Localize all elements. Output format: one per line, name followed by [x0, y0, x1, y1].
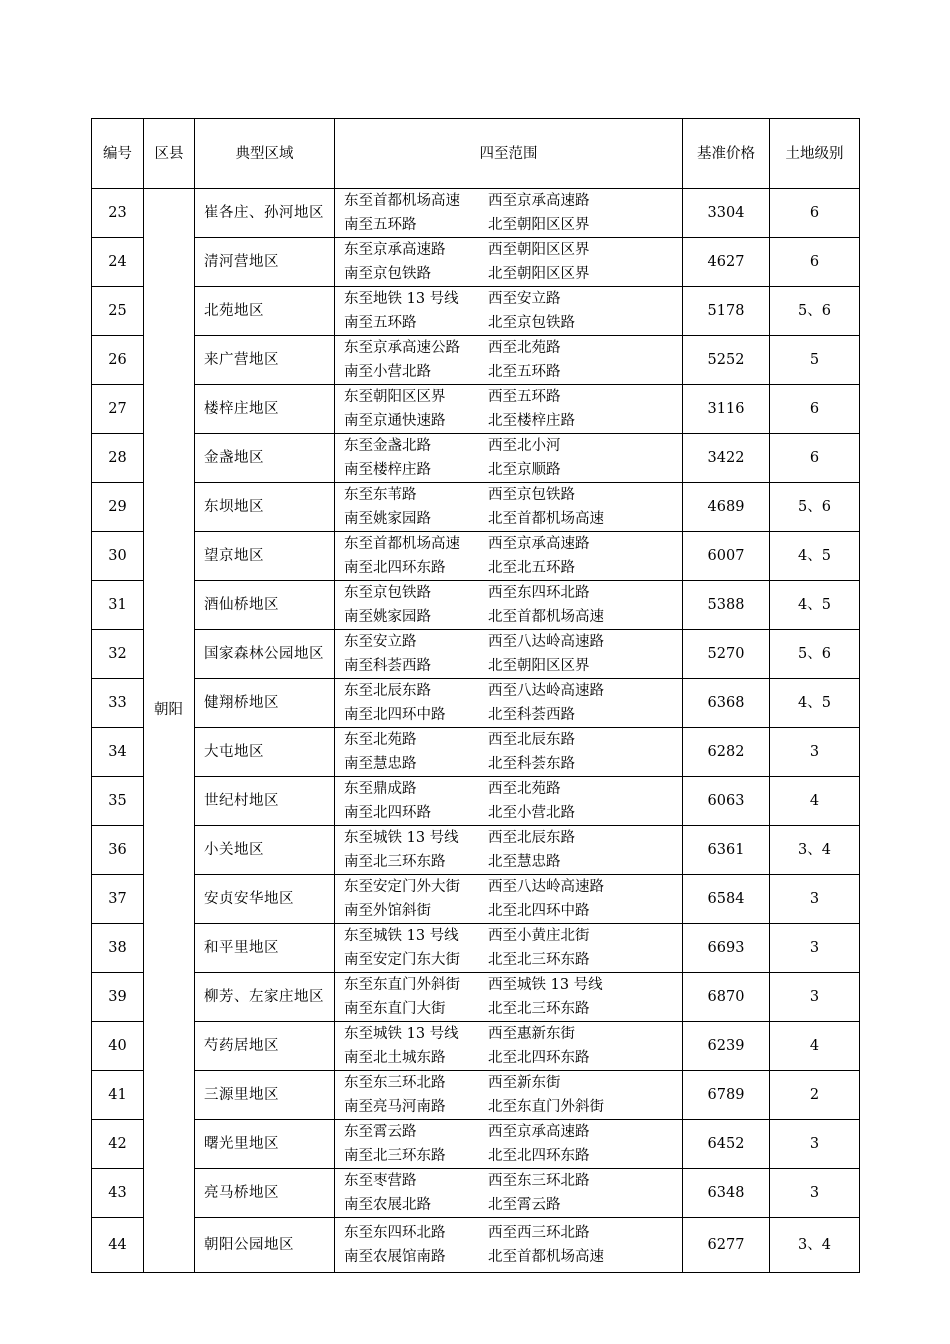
- range-line-east-west: [344, 777, 682, 801]
- range-line-east-west: [344, 287, 682, 311]
- east-boundary: 东至东苇路: [344, 487, 417, 503]
- row-number: 44: [92, 1218, 144, 1273]
- north-boundary: 北至慧忠路: [488, 854, 561, 870]
- row-number: 28: [92, 434, 144, 483]
- south-boundary: 南至北土城东路: [344, 1050, 446, 1066]
- base-price: 6007: [683, 532, 770, 581]
- base-price: 6693: [683, 924, 770, 973]
- south-boundary: 南至科荟西路: [344, 658, 431, 674]
- range-line-south-north: [344, 801, 682, 825]
- range-line-east-west: [344, 483, 682, 507]
- north-boundary: 北至科荟东路: [488, 756, 575, 772]
- area-name: 大屯地区: [195, 728, 335, 777]
- north-boundary: 北至京顺路: [488, 462, 561, 478]
- boundary-range: [335, 238, 683, 287]
- range-line-south-north: [344, 948, 682, 972]
- range-line-south-north: [344, 703, 682, 727]
- south-boundary: 南至北三环东路: [344, 1148, 446, 1164]
- land-grade: 3: [770, 973, 860, 1022]
- row-number: 29: [92, 483, 144, 532]
- south-boundary: 南至农展北路: [344, 1197, 431, 1213]
- range-line-east-west: [344, 532, 682, 556]
- west-boundary: 西至东三环北路: [488, 1173, 590, 1189]
- east-boundary: 东至京承高速公路: [344, 340, 460, 356]
- table-row: [92, 1120, 860, 1169]
- west-boundary: 西至北辰东路: [488, 732, 575, 748]
- header-grade: 土地级别: [770, 119, 860, 189]
- land-grade: 3、4: [770, 826, 860, 875]
- range-line-east-west: [344, 679, 682, 703]
- north-boundary: 北至朝阳区区界: [488, 658, 590, 674]
- land-grade: 4: [770, 1022, 860, 1071]
- area-name: 来广营地区: [195, 336, 335, 385]
- boundary-range: [335, 483, 683, 532]
- south-boundary: 南至京包铁路: [344, 266, 431, 282]
- boundary-range: [335, 434, 683, 483]
- table-row: [92, 532, 860, 581]
- header-price: 基准价格: [683, 119, 770, 189]
- range-line-south-north: [344, 360, 682, 384]
- range-line-east-west: [344, 238, 682, 262]
- east-boundary: 东至鼎成路: [344, 781, 417, 797]
- table-row: [92, 1169, 860, 1218]
- south-boundary: 南至东直门大街: [344, 1001, 446, 1017]
- range-line-south-north: [344, 605, 682, 629]
- south-boundary: 南至姚家园路: [344, 609, 431, 625]
- area-name: 健翔桥地区: [195, 679, 335, 728]
- land-grade: 4: [770, 777, 860, 826]
- land-grade: 4、5: [770, 532, 860, 581]
- east-boundary: 东至枣营路: [344, 1173, 417, 1189]
- range-line-east-west: [344, 875, 682, 899]
- area-name: 三源里地区: [195, 1071, 335, 1120]
- row-number: 26: [92, 336, 144, 385]
- range-line-east-west: [344, 385, 682, 409]
- west-boundary: 西至小黄庄北街: [488, 928, 590, 944]
- base-price: 4627: [683, 238, 770, 287]
- header-num: 编号: [92, 119, 144, 189]
- south-boundary: 南至外馆斜街: [344, 903, 431, 919]
- east-boundary: 东至北苑路: [344, 732, 417, 748]
- land-grade: 4、5: [770, 581, 860, 630]
- area-name: 曙光里地区: [195, 1120, 335, 1169]
- west-boundary: 西至东四环北路: [488, 585, 590, 601]
- west-boundary: 西至京承高速路: [488, 193, 590, 209]
- base-price: 6870: [683, 973, 770, 1022]
- base-price: 6348: [683, 1169, 770, 1218]
- east-boundary: 东至霄云路: [344, 1124, 417, 1140]
- range-line-south-north: [344, 899, 682, 923]
- north-boundary: 北至朝阳区区界: [488, 217, 590, 233]
- range-line-south-north: [344, 556, 682, 580]
- west-boundary: 西至安立路: [488, 291, 561, 307]
- west-boundary: 西至北小河: [488, 438, 561, 454]
- table-row: [92, 826, 860, 875]
- range-line-south-north: [344, 1193, 682, 1217]
- range-line-east-west: [344, 1169, 682, 1193]
- range-line-south-north: [344, 997, 682, 1021]
- range-line-south-north: [344, 1144, 682, 1168]
- range-line-south-north: [344, 409, 682, 433]
- table-row: [92, 336, 860, 385]
- row-number: 25: [92, 287, 144, 336]
- base-price: 6789: [683, 1071, 770, 1120]
- north-boundary: 北至北五环路: [488, 560, 575, 576]
- north-boundary: 北至北四环东路: [488, 1050, 590, 1066]
- row-number: 32: [92, 630, 144, 679]
- area-name: 望京地区: [195, 532, 335, 581]
- west-boundary: 西至京承高速路: [488, 536, 590, 552]
- land-grade: 6: [770, 434, 860, 483]
- north-boundary: 北至五环路: [488, 364, 561, 380]
- west-boundary: 西至八达岭高速路: [488, 634, 604, 650]
- district-name: 朝阳: [154, 702, 183, 718]
- north-boundary: 北至北三环东路: [488, 952, 590, 968]
- row-number: 42: [92, 1120, 144, 1169]
- south-boundary: 南至北四环中路: [344, 707, 446, 723]
- east-boundary: 东至朝阳区区界: [344, 389, 446, 405]
- south-boundary: 南至小营北路: [344, 364, 431, 380]
- range-line-south-north: [344, 311, 682, 335]
- west-boundary: 西至京承高速路: [488, 1124, 590, 1140]
- south-boundary: 南至京通快速路: [344, 413, 446, 429]
- west-boundary: 西至北苑路: [488, 781, 561, 797]
- east-boundary: 东至城铁 13 号线: [344, 1026, 459, 1042]
- land-grade: 5、6: [770, 287, 860, 336]
- south-boundary: 南至五环路: [344, 217, 417, 233]
- range-line-south-north: [344, 752, 682, 776]
- west-boundary: 西至城铁 13 号线: [488, 977, 603, 993]
- area-name: 金盏地区: [195, 434, 335, 483]
- base-price: 5388: [683, 581, 770, 630]
- south-boundary: 南至北四环路: [344, 805, 431, 821]
- west-boundary: 西至惠新东街: [488, 1026, 575, 1042]
- boundary-range: [335, 1022, 683, 1071]
- east-boundary: 东至地铁 13 号线: [344, 291, 459, 307]
- range-line-east-west: [344, 434, 682, 458]
- base-price: 6063: [683, 777, 770, 826]
- row-number: 39: [92, 973, 144, 1022]
- row-number: 35: [92, 777, 144, 826]
- north-boundary: 北至北四环中路: [488, 903, 590, 919]
- base-price: 6277: [683, 1218, 770, 1273]
- north-boundary: 北至东直门外斜街: [488, 1099, 604, 1115]
- area-name: 北苑地区: [195, 287, 335, 336]
- boundary-range: [335, 1120, 683, 1169]
- boundary-range: [335, 189, 683, 238]
- row-number: 40: [92, 1022, 144, 1071]
- range-line-east-west: [344, 630, 682, 654]
- boundary-range: [335, 630, 683, 679]
- range-line-south-north: [344, 1046, 682, 1070]
- south-boundary: 南至五环路: [344, 315, 417, 331]
- boundary-range: [335, 826, 683, 875]
- boundary-range: [335, 1218, 683, 1273]
- base-price: 6452: [683, 1120, 770, 1169]
- south-boundary: 南至北四环东路: [344, 560, 446, 576]
- range-line-east-west: [344, 728, 682, 752]
- south-boundary: 南至楼梓庄路: [344, 462, 431, 478]
- north-boundary: 北至京包铁路: [488, 315, 575, 331]
- south-boundary: 南至北三环东路: [344, 854, 446, 870]
- south-boundary: 南至亮马河南路: [344, 1099, 446, 1115]
- east-boundary: 东至首都机场高速: [344, 536, 460, 552]
- north-boundary: 北至科荟西路: [488, 707, 575, 723]
- boundary-range: [335, 336, 683, 385]
- area-name: 柳芳、左家庄地区: [195, 973, 335, 1022]
- north-boundary: 北至霄云路: [488, 1197, 561, 1213]
- area-name: 楼梓庄地区: [195, 385, 335, 434]
- north-boundary: 北至小营北路: [488, 805, 575, 821]
- range-line-south-north: [344, 458, 682, 482]
- boundary-range: [335, 1169, 683, 1218]
- base-price: 6239: [683, 1022, 770, 1071]
- base-price: 3116: [683, 385, 770, 434]
- range-line-south-north: [344, 1245, 682, 1269]
- area-name: 和平里地区: [195, 924, 335, 973]
- south-boundary: 南至慧忠路: [344, 756, 417, 772]
- land-grade: 5: [770, 336, 860, 385]
- area-name: 世纪村地区: [195, 777, 335, 826]
- table-row: [92, 924, 860, 973]
- boundary-range: [335, 875, 683, 924]
- land-grade: 3: [770, 875, 860, 924]
- range-line-east-west: [344, 1120, 682, 1144]
- east-boundary: 东至安定门外大街: [344, 879, 460, 895]
- table-row: [92, 973, 860, 1022]
- range-line-south-north: [344, 1095, 682, 1119]
- north-boundary: 北至首都机场高速: [488, 511, 604, 527]
- area-name: 芍药居地区: [195, 1022, 335, 1071]
- header-district: 区县: [144, 119, 195, 189]
- row-number: 37: [92, 875, 144, 924]
- area-name: 朝阳公园地区: [195, 1218, 335, 1273]
- east-boundary: 东至安立路: [344, 634, 417, 650]
- base-price: 6361: [683, 826, 770, 875]
- west-boundary: 西至北苑路: [488, 340, 561, 356]
- range-line-south-north: [344, 507, 682, 531]
- range-line-east-west: [344, 1221, 682, 1245]
- range-line-east-west: [344, 1071, 682, 1095]
- land-grade: 2: [770, 1071, 860, 1120]
- land-grade: 5、6: [770, 630, 860, 679]
- row-number: 43: [92, 1169, 144, 1218]
- land-grade: 6: [770, 189, 860, 238]
- header-row: [92, 119, 860, 189]
- row-number: 33: [92, 679, 144, 728]
- east-boundary: 东至城铁 13 号线: [344, 928, 459, 944]
- boundary-range: [335, 581, 683, 630]
- boundary-range: [335, 1071, 683, 1120]
- west-boundary: 西至八达岭高速路: [488, 879, 604, 895]
- table-row: [92, 581, 860, 630]
- base-price: 6584: [683, 875, 770, 924]
- west-boundary: 西至朝阳区区界: [488, 242, 590, 258]
- table-row: [92, 238, 860, 287]
- boundary-range: [335, 287, 683, 336]
- north-boundary: 北至朝阳区区界: [488, 266, 590, 282]
- east-boundary: 东至首都机场高速: [344, 193, 460, 209]
- boundary-range: [335, 679, 683, 728]
- west-boundary: 西至五环路: [488, 389, 561, 405]
- range-line-east-west: [344, 336, 682, 360]
- area-name: 东坝地区: [195, 483, 335, 532]
- east-boundary: 东至城铁 13 号线: [344, 830, 459, 846]
- land-grade: 3: [770, 1169, 860, 1218]
- east-boundary: 东至东直门外斜街: [344, 977, 460, 993]
- row-number: 34: [92, 728, 144, 777]
- area-name: 国家森林公园地区: [195, 630, 335, 679]
- land-grade: 3: [770, 1120, 860, 1169]
- area-name: 小关地区: [195, 826, 335, 875]
- table-row: [92, 728, 860, 777]
- table-row: [92, 1022, 860, 1071]
- table-row: [92, 630, 860, 679]
- north-boundary: 北至北四环东路: [488, 1148, 590, 1164]
- area-name: 亮马桥地区: [195, 1169, 335, 1218]
- table-row: [92, 189, 860, 238]
- table-row: [92, 1071, 860, 1120]
- east-boundary: 东至东四环北路: [344, 1225, 446, 1241]
- row-number: 24: [92, 238, 144, 287]
- base-price: 3422: [683, 434, 770, 483]
- range-line-south-north: [344, 262, 682, 286]
- north-boundary: 北至北三环东路: [488, 1001, 590, 1017]
- range-line-east-west: [344, 973, 682, 997]
- east-boundary: 东至东三环北路: [344, 1075, 446, 1091]
- range-line-east-west: [344, 189, 682, 213]
- base-price: 6368: [683, 679, 770, 728]
- land-price-table: [91, 118, 860, 1273]
- boundary-range: [335, 532, 683, 581]
- range-line-south-north: [344, 654, 682, 678]
- range-line-south-north: [344, 213, 682, 237]
- boundary-range: [335, 973, 683, 1022]
- west-boundary: 西至北辰东路: [488, 830, 575, 846]
- row-number: 38: [92, 924, 144, 973]
- area-name: 崔各庄、孙河地区: [195, 189, 335, 238]
- base-price: 6282: [683, 728, 770, 777]
- south-boundary: 南至安定门东大街: [344, 952, 460, 968]
- table-row: [92, 434, 860, 483]
- north-boundary: 北至首都机场高速: [488, 609, 604, 625]
- land-grade: 3: [770, 728, 860, 777]
- row-number: 30: [92, 532, 144, 581]
- base-price: 5178: [683, 287, 770, 336]
- range-line-south-north: [344, 850, 682, 874]
- district-cell: [144, 189, 195, 1273]
- boundary-range: [335, 728, 683, 777]
- range-line-east-west: [344, 581, 682, 605]
- base-price: 4689: [683, 483, 770, 532]
- west-boundary: 西至八达岭高速路: [488, 683, 604, 699]
- boundary-range: [335, 924, 683, 973]
- north-boundary: 北至首都机场高速: [488, 1249, 604, 1265]
- base-price: 5270: [683, 630, 770, 679]
- table-row: [92, 875, 860, 924]
- table-row: [92, 1218, 860, 1273]
- east-boundary: 东至金盏北路: [344, 438, 431, 454]
- range-line-east-west: [344, 924, 682, 948]
- table-row: [92, 679, 860, 728]
- row-number: 23: [92, 189, 144, 238]
- south-boundary: 南至农展馆南路: [344, 1249, 446, 1265]
- row-number: 27: [92, 385, 144, 434]
- south-boundary: 南至姚家园路: [344, 511, 431, 527]
- row-number: 31: [92, 581, 144, 630]
- north-boundary: 北至楼梓庄路: [488, 413, 575, 429]
- range-line-east-west: [344, 1022, 682, 1046]
- table-row: [92, 287, 860, 336]
- land-grade: 6: [770, 238, 860, 287]
- row-number: 41: [92, 1071, 144, 1120]
- west-boundary: 西至新东街: [488, 1075, 561, 1091]
- land-grade: 3: [770, 924, 860, 973]
- table-body: [92, 189, 860, 1273]
- header-area: 典型区域: [195, 119, 335, 189]
- table-row: [92, 385, 860, 434]
- base-price: 5252: [683, 336, 770, 385]
- area-name: 安贞安华地区: [195, 875, 335, 924]
- range-line-east-west: [344, 826, 682, 850]
- header-range: 四至范围: [335, 119, 683, 189]
- area-name: 清河营地区: [195, 238, 335, 287]
- base-price: 3304: [683, 189, 770, 238]
- west-boundary: 西至西三环北路: [488, 1225, 590, 1241]
- boundary-range: [335, 777, 683, 826]
- table-row: [92, 777, 860, 826]
- west-boundary: 西至京包铁路: [488, 487, 575, 503]
- area-name: 酒仙桥地区: [195, 581, 335, 630]
- land-grade: 5、6: [770, 483, 860, 532]
- land-grade: 4、5: [770, 679, 860, 728]
- table-row: [92, 483, 860, 532]
- east-boundary: 东至北辰东路: [344, 683, 431, 699]
- row-number: 36: [92, 826, 144, 875]
- land-grade: 6: [770, 385, 860, 434]
- east-boundary: 东至京包铁路: [344, 585, 431, 601]
- land-grade: 3、4: [770, 1218, 860, 1273]
- boundary-range: [335, 385, 683, 434]
- east-boundary: 东至京承高速路: [344, 242, 446, 258]
